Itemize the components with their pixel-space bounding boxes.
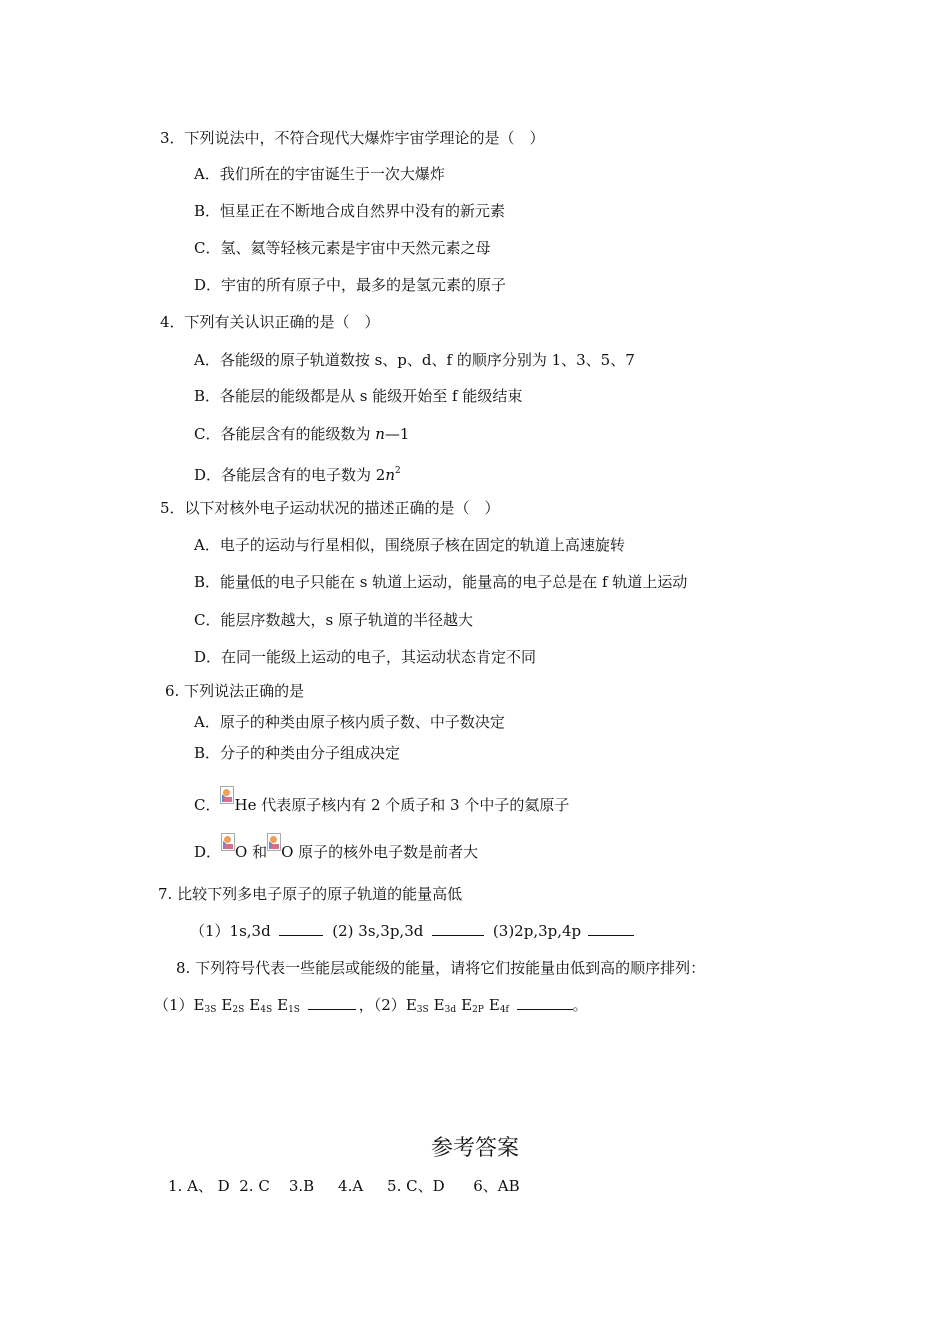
question-5-stem: 5．以下对核外电子运动状况的描述正确的是（ ） (160, 499, 500, 517)
energy-subscript: 2P (472, 1005, 484, 1015)
q3-option-d: D．宇宙的所有原子中，最多的是氢元素的原子 (194, 276, 507, 294)
q5-option-a: A．电子的运动与行星相似，围绕原子核在固定的轨道上高速旋转 (194, 536, 625, 554)
q8-part-1-terms (194, 996, 300, 1014)
energy-symbol: E (221, 996, 233, 1014)
answer-key: 1. A、 D 2. C 3.B 4.A 5. C、D 6、AB (168, 1177, 520, 1195)
energy-symbol: E (277, 996, 289, 1014)
q4-d-variable: n (385, 466, 396, 484)
q3-option-a: A．我们所在的宇宙诞生于一次大爆炸 (194, 165, 445, 183)
q4-c-text: C．各能层含有的能级数为 (194, 425, 376, 443)
energy-term (489, 996, 509, 1014)
energy-term (221, 996, 244, 1014)
q4-d-text: D．各能层含有的电子数为 2 (194, 466, 386, 484)
answer-blank[interactable] (279, 921, 323, 936)
energy-subscript: 3d (444, 1005, 457, 1015)
q3-option-b: B．恒星正在不断地合成自然界中没有的新元素 (194, 202, 506, 220)
q7-part-2: (2) 3s,3p,3d (332, 922, 424, 940)
answer-blank[interactable] (308, 995, 356, 1010)
q4-option-b: B．各能层的能级都是从 s 能级开始至 f 能级结束 (194, 387, 523, 405)
energy-symbol: E (405, 996, 417, 1014)
q8-period: 。 (572, 996, 588, 1014)
energy-subscript: 2S (232, 1005, 245, 1015)
answer-blank[interactable] (432, 921, 484, 936)
q6-option-a: A．原子的种类由原子核内质子数、中子数决定 (194, 713, 505, 731)
energy-subscript: 3S (204, 1005, 217, 1015)
q6-d-first-oxygen: O 和 (235, 843, 268, 861)
q6-d-text: O 原子的核外电子数是前者大 (281, 843, 479, 861)
q4-option-a: A．各能级的原子轨道数按 s、p、d、f 的顺序分别为 1、3、5、7 (194, 351, 635, 369)
q8-part-2-terms (406, 996, 509, 1014)
q7-parts (190, 921, 634, 941)
energy-term (406, 996, 429, 1014)
energy-symbol: E (249, 996, 261, 1014)
q5-option-b: B．能量低的电子只能在 s 轨道上运动，能量高的电子总是在 f 轨道上运动 (194, 573, 688, 591)
energy-subscript: 4S (260, 1005, 273, 1015)
q3-option-c: C．氢、氦等轻核元素是宇宙中天然元素之母 (194, 239, 491, 257)
q6-option-c (194, 786, 569, 815)
question-3-stem: 3．下列说法中，不符合现代大爆炸宇宙学理论的是（ ） (160, 129, 545, 147)
q7-part-1: （1）1s,3d (190, 922, 271, 940)
q4-d-superscript: 2 (395, 466, 401, 476)
answer-blank[interactable] (588, 921, 634, 936)
answer-blank[interactable] (517, 995, 573, 1010)
energy-symbol: E (488, 996, 500, 1014)
question-6-stem: 6. 下列说法正确的是 (165, 682, 305, 700)
q8-part-1-label: （1） (154, 996, 194, 1014)
energy-term (461, 996, 484, 1014)
question-8-stem: 8. 下列符号代表一些能层或能级的能量，请将它们按能量由低到高的顺序排列： (176, 959, 706, 977)
isotope-image-icon (267, 833, 281, 851)
q6-d-label: D． (194, 843, 222, 861)
isotope-image-icon (221, 833, 235, 851)
q5-option-d: D．在同一能级上运动的电子，其运动状态肯定不同 (194, 648, 537, 666)
q6-option-d (194, 833, 478, 862)
q4-c-variable: n (375, 425, 385, 443)
energy-term (277, 996, 300, 1014)
q4-option-d (194, 461, 401, 485)
q8-part-2-label: ，（2） (358, 996, 406, 1014)
q6-c-text: He 代表原子核内有 2 个质子和 3 个中子的氦原子 (234, 796, 570, 814)
question-7-stem: 7. 比较下列多电子原子的原子轨道的能量高低 (158, 885, 463, 903)
energy-subscript: 4f (499, 1005, 509, 1015)
energy-term (194, 996, 217, 1014)
q8-parts (154, 995, 588, 1020)
energy-subscript: 1S (288, 1005, 300, 1015)
energy-symbol: E (433, 996, 445, 1014)
energy-symbol: E (461, 996, 473, 1014)
q4-option-c (194, 424, 409, 444)
q7-part-3: (3)2p,3p,4p (492, 922, 582, 940)
energy-subscript: 3S (416, 1005, 429, 1015)
q4-c-suffix: —1 (384, 425, 410, 443)
energy-term (249, 996, 272, 1014)
question-4-stem: 4．下列有关认识正确的是（ ） (160, 313, 380, 331)
q6-option-b: B．分子的种类由分子组成决定 (194, 744, 401, 762)
isotope-image-icon (220, 786, 234, 804)
answer-title: 参考答案 (430, 1136, 519, 1161)
energy-term (434, 996, 456, 1014)
q5-option-c: C．能层序数越大，s 原子轨道的半径越大 (194, 611, 473, 629)
energy-symbol: E (193, 996, 205, 1014)
q6-c-label: C． (194, 796, 221, 814)
